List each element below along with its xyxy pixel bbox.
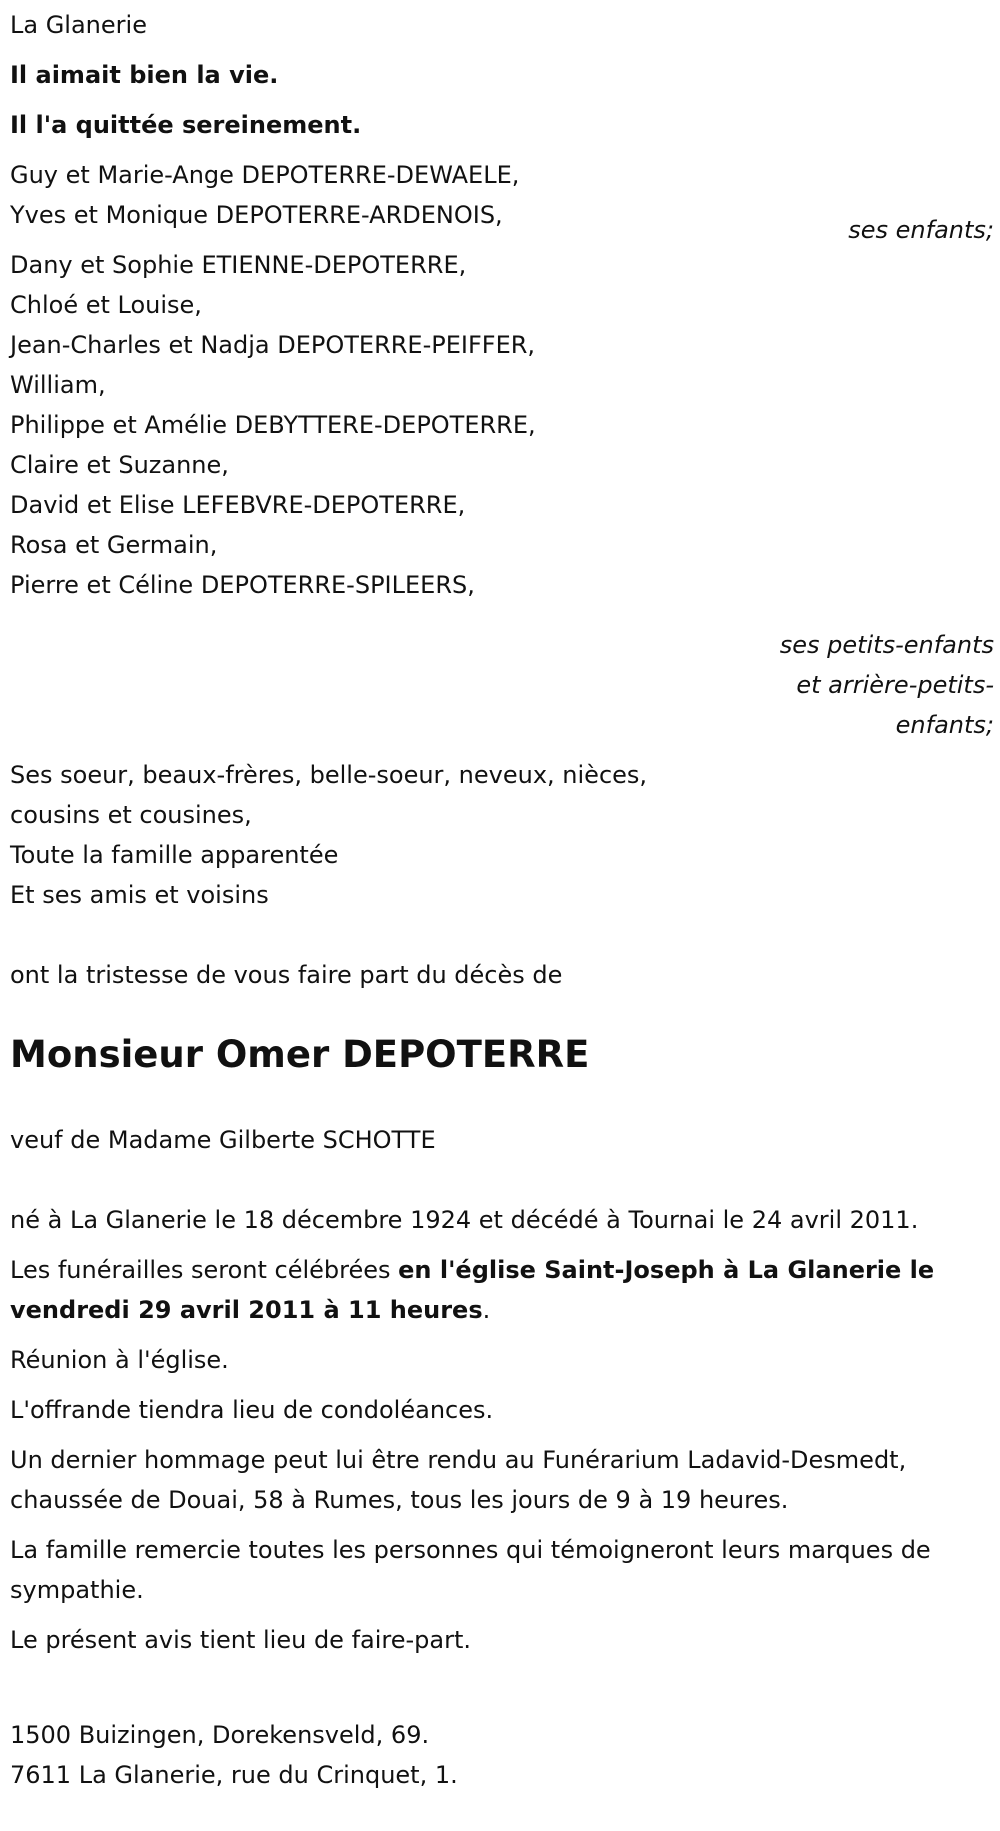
grandchild-name: Claire et Suzanne, bbox=[10, 451, 229, 479]
grandchildren-list bbox=[10, 245, 536, 605]
notice-paragraph: Le présent avis tient lieu de faire-part. bbox=[10, 1626, 472, 1654]
address-line: 7611 La Glanerie, rue du Crinquet, 1. bbox=[10, 1761, 458, 1789]
funeral-suffix: . bbox=[482, 1296, 491, 1324]
children-role bbox=[754, 210, 994, 250]
grandchild-name: William, bbox=[10, 371, 106, 399]
family-line: Et ses amis et voisins bbox=[10, 881, 269, 909]
grandchildren-role-line: et arrière-petits- bbox=[796, 671, 994, 699]
grandchild-name: Chloé et Louise, bbox=[10, 291, 202, 319]
offering-paragraph: L'offrande tiendra lieu de condoléances. bbox=[10, 1396, 494, 1424]
family-line: Ses soeur, beaux-frères, belle-soeur, neveux, nièces, bbox=[10, 761, 648, 789]
place-name: La Glanerie bbox=[10, 11, 147, 39]
motto-line-2: Il l'a quittée sereinement. bbox=[10, 111, 362, 139]
children-role-label: ses enfants; bbox=[848, 216, 994, 244]
grandchild-name: Dany et Sophie ETIENNE-DEPOTERRE, bbox=[10, 251, 467, 279]
grandchild-name: Pierre et Céline DEPOTERRE-SPILEERS, bbox=[10, 571, 475, 599]
grandchildren-role-line: ses petits-enfants bbox=[779, 631, 994, 659]
motto-line-1: Il aimait bien la vie. bbox=[10, 61, 279, 89]
grandchildren-role bbox=[754, 625, 994, 745]
children-list bbox=[10, 155, 519, 235]
funeral-location-time: en l'église Saint-Joseph à La Glanerie le vendredi 29 avril 2011 à 11 heures bbox=[10, 1256, 935, 1324]
child-name: Yves et Monique DEPOTERRE-ARDENOIS, bbox=[10, 201, 503, 229]
grandchild-name: Philippe et Amélie DEBYTTERE-DEPOTERRE, bbox=[10, 411, 536, 439]
grandchildren-role-line: enfants; bbox=[895, 711, 994, 739]
grandchild-name: Rosa et Germain, bbox=[10, 531, 218, 559]
birth-death-paragraph: né à La Glanerie le 18 décembre 1924 et décédé à Tournai le 24 avril 2011. bbox=[10, 1206, 919, 1234]
tribute-paragraph: Un dernier hommage peut lui être rendu au Funérarium Ladavid-Desmedt, chaussée de Douai, 58 à Rumes, tous les jours de 9 à 19 heures. bbox=[10, 1446, 907, 1514]
funeral-prefix: Les funérailles seront célébrées bbox=[10, 1256, 399, 1284]
grandchild-name: Jean-Charles et Nadja DEPOTERRE-PEIFFER, bbox=[10, 331, 536, 359]
widow-of: veuf de Madame Gilberte SCHOTTE bbox=[10, 1126, 436, 1154]
family-line: Toute la famille apparentée bbox=[10, 841, 339, 869]
addresses bbox=[10, 1715, 458, 1795]
meeting-paragraph: Réunion à l'église. bbox=[10, 1346, 229, 1374]
thanks-paragraph: La famille remercie toutes les personnes qui témoigneront leurs marques de sympathie. bbox=[10, 1536, 931, 1604]
details bbox=[10, 1200, 995, 1670]
child-name: Guy et Marie-Ange DEPOTERRE-DEWAELE, bbox=[10, 161, 520, 189]
address-line: 1500 Buizingen, Dorekensveld, 69. bbox=[10, 1721, 430, 1749]
announcement: ont la tristesse de vous faire part du décès de bbox=[10, 961, 563, 989]
grandchild-name: David et Elise LEFEBVRE-DEPOTERRE, bbox=[10, 491, 466, 519]
funeral-paragraph bbox=[10, 1250, 995, 1330]
deceased-name: Monsieur Omer DEPOTERRE bbox=[10, 1033, 590, 1076]
extended-family bbox=[10, 755, 647, 915]
family-line: cousins et cousines, bbox=[10, 801, 252, 829]
